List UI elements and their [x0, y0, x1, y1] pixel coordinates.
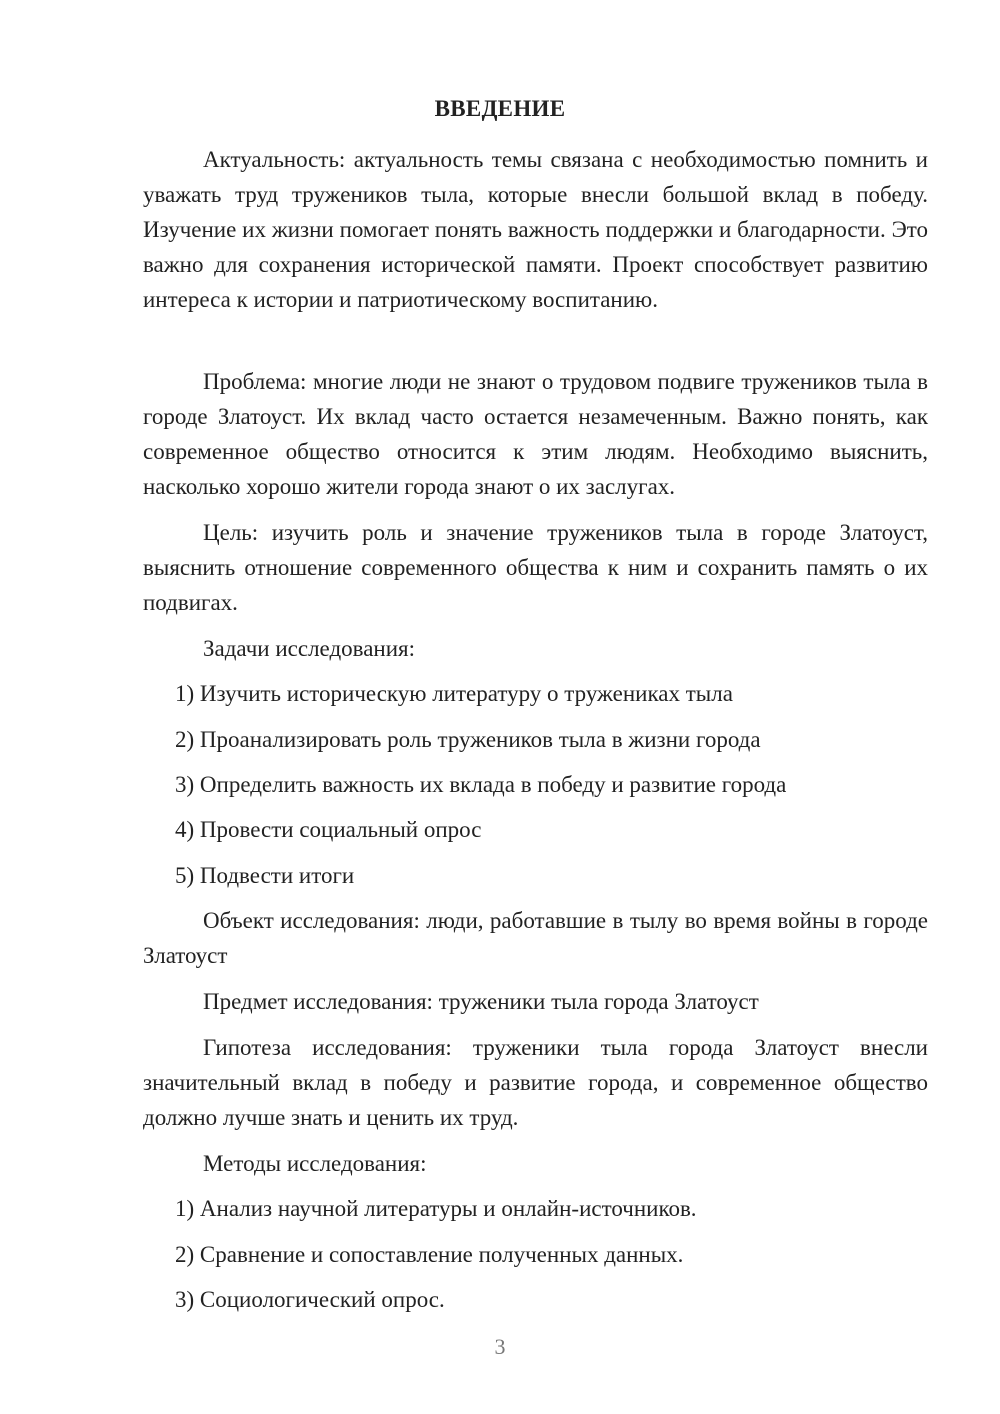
- page-title: ВВЕДЕНИЕ: [434, 96, 566, 121]
- task-item: 1) Изучить историческую литературу о тружениках тыла: [175, 681, 733, 706]
- method-item: 1) Анализ научной литературы и онлайн-источников.: [175, 1196, 697, 1221]
- task-item: 4) Провести социальный опрос: [175, 817, 482, 842]
- object-paragraph: Объект исследования: люди, работавшие в тылу во время войны в городе Златоуст: [143, 908, 928, 968]
- task-item: 3) Определить важность их вклада в победу и развитие города: [175, 772, 787, 797]
- methods-heading: Методы исследования:: [203, 1151, 427, 1176]
- method-item: 2) Сравнение и сопоставление полученных данных.: [175, 1242, 684, 1267]
- tasks-heading: Задачи исследования:: [203, 636, 416, 661]
- method-item: 3) Социологический опрос.: [175, 1287, 445, 1312]
- hypothesis-paragraph: Гипотеза исследования: труженики тыла города Златоуст внесли значительный вклад в победу и развитие города, и современное общество должно лучше знать и ценить их труд.: [143, 1035, 928, 1130]
- page-number: 3: [494, 1334, 506, 1359]
- task-item: 5) Подвести итоги: [175, 863, 355, 888]
- task-item: 2) Проанализировать роль тружеников тыла в жизни города: [175, 727, 761, 752]
- subject-line: Предмет исследования: труженики тыла города Златоуст: [203, 989, 759, 1014]
- goal-paragraph: Цель: изучить роль и значение тружеников тыла в городе Златоуст, выяснить отношение современного общества к ним и сохранить память о их подвигах.: [143, 520, 928, 615]
- problem-paragraph: Проблема: многие люди не знают о трудовом подвиге тружеников тыла в городе Златоуст. Их вклад часто остается незамеченным. Важно понять, как современное общество относится к этим людям. Необходимо выяснить, насколько хорошо жители города знают о их заслугах.: [143, 369, 928, 499]
- relevance-paragraph: Актуальность: актуальность темы связана с необходимостью помнить и уважать труд тружеников тыла, которые внесли большой вклад в победу. Изучение их жизни помогает понять важность поддержки и благодарности. Это важно для сохранения исторической памяти. Проект способствует развитию интереса к истории и патриотическому воспитанию.: [143, 147, 928, 312]
